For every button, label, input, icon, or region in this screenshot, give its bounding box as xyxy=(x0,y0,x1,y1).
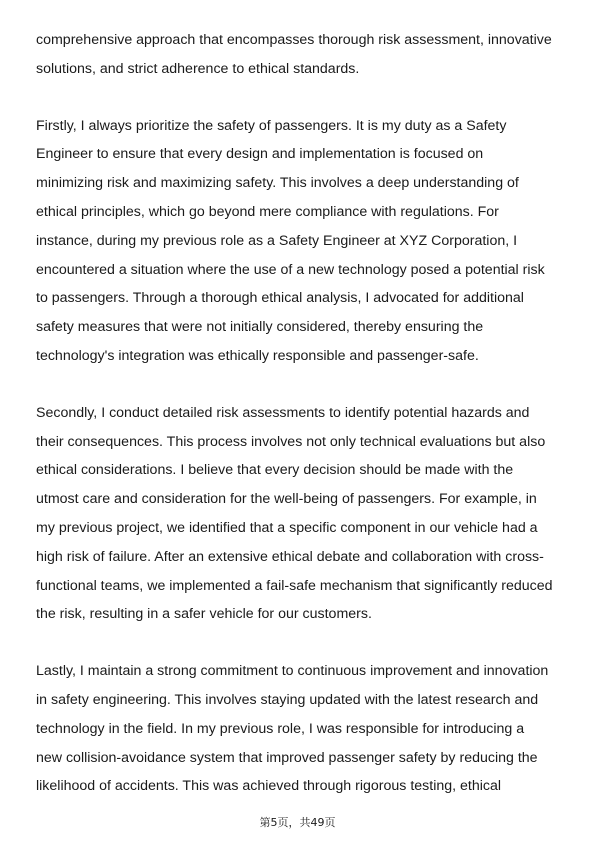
text-line: new collision-avoidance system that improved passenger safety by reducing the xyxy=(36,749,538,766)
text-line: minimizing risk and maximizing safety. This involves a deep understanding of xyxy=(36,175,519,192)
text-line: high risk of failure. After an extensive ethical debate and collaboration with cross- xyxy=(36,548,544,565)
text-line: comprehensive approach that encompasses thorough risk assessment, innovative xyxy=(36,32,552,48)
text-line: solutions, and strict adherence to ethical standards. xyxy=(36,60,360,77)
text-line: instance, during my previous role as a Safety Engineer at XYZ Corporation, I xyxy=(36,232,518,249)
paragraph-firstly xyxy=(36,112,561,371)
text-line: Secondly, I conduct detailed risk assessments to identify potential hazards and xyxy=(36,404,530,421)
text-line: my previous project, we identified that a specific component in our vehicle had a xyxy=(36,519,538,536)
text-line: Firstly, I always prioritize the safety of passengers. It is my duty as a Safety xyxy=(36,117,507,134)
text-line: to passengers. Through a thorough ethical analysis, I advocated for additional xyxy=(36,290,524,307)
text-line: the risk, resulting in a safer vehicle for our customers. xyxy=(36,606,372,623)
text-line: ethical considerations. I believe that every decision should be made with the xyxy=(36,462,514,479)
text-line: in safety engineering. This involves staying updated with the latest research and xyxy=(36,691,539,708)
paragraph-intro-continuation xyxy=(36,26,561,84)
text-line: ethical principles, which go beyond mere compliance with regulations. For xyxy=(36,203,499,220)
document-body xyxy=(36,26,561,829)
text-line: encountered a situation where the use of a new technology posed a potential risk xyxy=(36,261,545,278)
paragraph-lastly xyxy=(36,657,561,801)
text-line: their consequences. This process involves not only technical evaluations but also xyxy=(36,433,546,450)
text-line: technology in the field. In my previous role, I was responsible for introducing a xyxy=(36,720,525,737)
paragraph-secondly xyxy=(36,399,561,629)
text-line: likelihood of accidents. This was achieved through rigorous testing, ethical xyxy=(36,778,502,795)
text-line: Lastly, I maintain a strong commitment to continuous improvement and innovation xyxy=(36,663,549,680)
text-line: technology's integration was ethically responsible and passenger-safe. xyxy=(36,347,479,364)
text-line: Engineer to ensure that every design and implementation is focused on xyxy=(36,146,484,163)
text-line: utmost care and consideration for the well-being of passengers. For example, in xyxy=(36,491,537,508)
text-line: functional teams, we implemented a fail-safe mechanism that significantly reduced xyxy=(36,577,553,594)
text-line: safety measures that were not initially considered, thereby ensuring the xyxy=(36,319,484,336)
page-number-footer: 第5页，共49页 xyxy=(259,816,336,829)
